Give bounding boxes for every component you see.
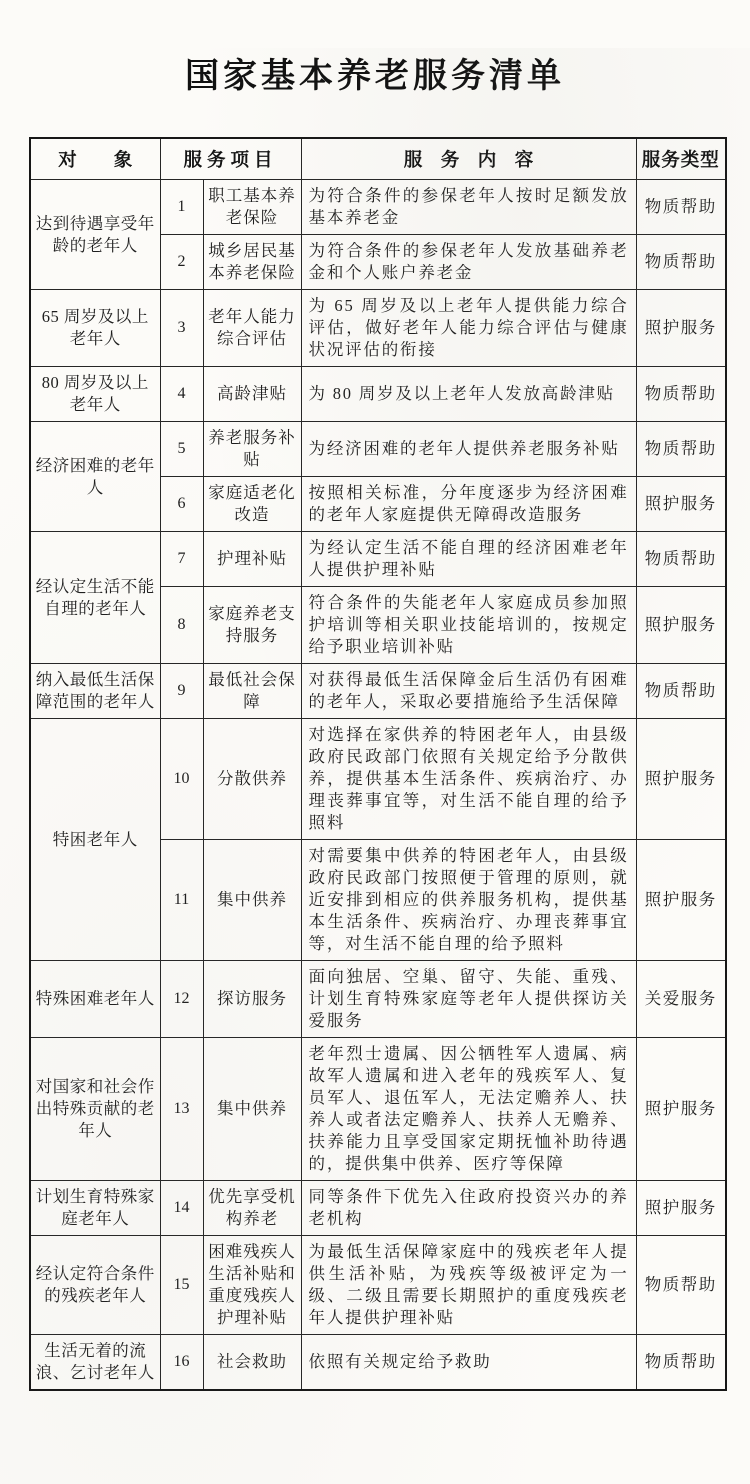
table-row <box>30 1038 726 1181</box>
no-cell: 2 <box>160 235 203 290</box>
content-cell: 对获得最低生活保障金后生活仍有困难的老年人，采取必要措施给予生活保障 <box>301 664 636 719</box>
no-cell: 1 <box>160 180 203 235</box>
item-cell: 家庭适老化改造 <box>203 477 301 532</box>
object-cell: 纳入最低生活保障范围的老年人 <box>30 664 160 719</box>
object-cell: 65 周岁及以上老年人 <box>30 290 160 367</box>
item-cell: 城乡居民基本养老保险 <box>203 235 301 290</box>
item-cell: 老年人能力综合评估 <box>203 290 301 367</box>
type-cell: 物质帮助 <box>636 664 726 719</box>
item-cell: 集中供养 <box>203 1038 301 1181</box>
header-type: 服务类型 <box>636 138 726 180</box>
content-cell: 同等条件下优先入住政府投资兴办的养老机构 <box>301 1181 636 1236</box>
object-cell: 特殊困难老年人 <box>30 961 160 1038</box>
page-title: 国家基本养老服务清单 <box>185 57 565 95</box>
content-cell: 为经济困难的老年人提供养老服务补贴 <box>301 422 636 477</box>
no-cell: 14 <box>160 1181 203 1236</box>
no-cell: 10 <box>160 719 203 840</box>
no-cell: 11 <box>160 840 203 961</box>
object-cell: 特困老年人 <box>30 719 160 961</box>
item-cell: 社会救助 <box>203 1335 301 1391</box>
object-cell: 经济困难的老年人 <box>30 422 160 532</box>
object-cell: 80 周岁及以上老年人 <box>30 367 160 422</box>
item-cell: 职工基本养老保险 <box>203 180 301 235</box>
item-cell: 探访服务 <box>203 961 301 1038</box>
no-cell: 15 <box>160 1236 203 1335</box>
type-cell: 物质帮助 <box>636 180 726 235</box>
content-cell: 老年烈士遗属、因公牺牲军人遗属、病故军人遗属和进入老年的残疾军人、复员军人、退伍军人，无法定赡养人、扶养人或者法定赡养人、扶养人无赡养、扶养能力且享受国家定期抚恤补助待遇的，提供集中供养、医疗等保障 <box>301 1038 636 1181</box>
type-cell: 照护服务 <box>636 1038 726 1181</box>
table-row <box>30 180 726 235</box>
content-cell: 依照有关规定给予救助 <box>301 1335 636 1391</box>
no-cell: 9 <box>160 664 203 719</box>
type-cell: 照护服务 <box>636 587 726 664</box>
object-cell: 对国家和社会作出特殊贡献的老年人 <box>30 1038 160 1181</box>
item-cell: 家庭养老支持服务 <box>203 587 301 664</box>
no-cell: 6 <box>160 477 203 532</box>
content-cell: 对需要集中供养的特困老年人，由县级政府民政部门按照便于管理的原则，就近安排到相应的供养服务机构，提供基本生活条件、疾病治疗、办理丧葬事宜等，对生活不能自理的给予照料 <box>301 840 636 961</box>
table-row <box>30 719 726 840</box>
table-row <box>30 961 726 1038</box>
no-cell: 16 <box>160 1335 203 1391</box>
no-cell: 7 <box>160 532 203 587</box>
item-cell: 分散供养 <box>203 719 301 840</box>
no-cell: 8 <box>160 587 203 664</box>
table-row <box>30 664 726 719</box>
object-cell: 生活无着的流浪、乞讨老年人 <box>30 1335 160 1391</box>
type-cell: 照护服务 <box>636 1181 726 1236</box>
table-row <box>30 1181 726 1236</box>
item-cell: 优先享受机构养老 <box>203 1181 301 1236</box>
type-cell: 物质帮助 <box>636 532 726 587</box>
type-cell: 物质帮助 <box>636 367 726 422</box>
header-item: 服务项目 <box>160 138 301 180</box>
content-cell: 按照相关标准，分年度逐步为经济困难的老年人家庭提供无障碍改造服务 <box>301 477 636 532</box>
table-header-row <box>30 138 726 180</box>
type-cell: 照护服务 <box>636 719 726 840</box>
table-row <box>30 422 726 477</box>
item-cell: 高龄津贴 <box>203 367 301 422</box>
content-cell: 为 65 周岁及以上老年人提供能力综合评估，做好老年人能力综合评估与健康状况评估的衔接 <box>301 290 636 367</box>
no-cell: 13 <box>160 1038 203 1181</box>
header-content: 服 务 内 容 <box>301 138 636 180</box>
content-cell: 为符合条件的参保老年人按时足额发放基本养老金 <box>301 180 636 235</box>
item-cell: 困难残疾人生活补贴和重度残疾人护理补贴 <box>203 1236 301 1335</box>
type-cell: 物质帮助 <box>636 235 726 290</box>
table-body <box>30 180 726 1391</box>
service-table <box>29 137 727 1391</box>
item-cell: 集中供养 <box>203 840 301 961</box>
object-cell: 经认定符合条件的残疾老年人 <box>30 1236 160 1335</box>
item-cell: 养老服务补贴 <box>203 422 301 477</box>
content-cell: 为符合条件的参保老年人发放基础养老金和个人账户养老金 <box>301 235 636 290</box>
object-cell: 经认定生活不能自理的老年人 <box>30 532 160 664</box>
header-object: 对 象 <box>30 138 160 180</box>
scanned-document-page <box>0 48 750 1484</box>
object-cell: 达到待遇享受年龄的老年人 <box>30 180 160 290</box>
content-cell: 面向独居、空巢、留守、失能、重残、计划生育特殊家庭等老年人提供探访关爱服务 <box>301 961 636 1038</box>
type-cell: 物质帮助 <box>636 422 726 477</box>
type-cell: 照护服务 <box>636 840 726 961</box>
type-cell: 照护服务 <box>636 290 726 367</box>
content-cell: 符合条件的失能老年人家庭成员参加照护培训等相关职业技能培训的，按规定给予职业培训补贴 <box>301 587 636 664</box>
type-cell: 照护服务 <box>636 477 726 532</box>
type-cell: 关爱服务 <box>636 961 726 1038</box>
type-cell: 物质帮助 <box>636 1335 726 1391</box>
item-cell: 最低社会保障 <box>203 664 301 719</box>
table-row <box>30 290 726 367</box>
table-row <box>30 1236 726 1335</box>
object-cell: 计划生育特殊家庭老年人 <box>30 1181 160 1236</box>
no-cell: 3 <box>160 290 203 367</box>
content-cell: 为 80 周岁及以上老年人发放高龄津贴 <box>301 367 636 422</box>
content-cell: 为最低生活保障家庭中的残疾老年人提供生活补贴，为残疾等级被评定为一级、二级且需要长期照护的重度残疾老年人提供护理补贴 <box>301 1236 636 1335</box>
table-row <box>30 367 726 422</box>
item-cell: 护理补贴 <box>203 532 301 587</box>
no-cell: 12 <box>160 961 203 1038</box>
content-cell: 对选择在家供养的特困老年人，由县级政府民政部门依照有关规定给予分散供养，提供基本生活条件、疾病治疗、办理丧葬事宜等，对生活不能自理的给予照料 <box>301 719 636 840</box>
type-cell: 物质帮助 <box>636 1236 726 1335</box>
no-cell: 4 <box>160 367 203 422</box>
no-cell: 5 <box>160 422 203 477</box>
table-row <box>30 1335 726 1391</box>
table-row <box>30 532 726 587</box>
content-cell: 为经认定生活不能自理的经济困难老年人提供护理补贴 <box>301 532 636 587</box>
